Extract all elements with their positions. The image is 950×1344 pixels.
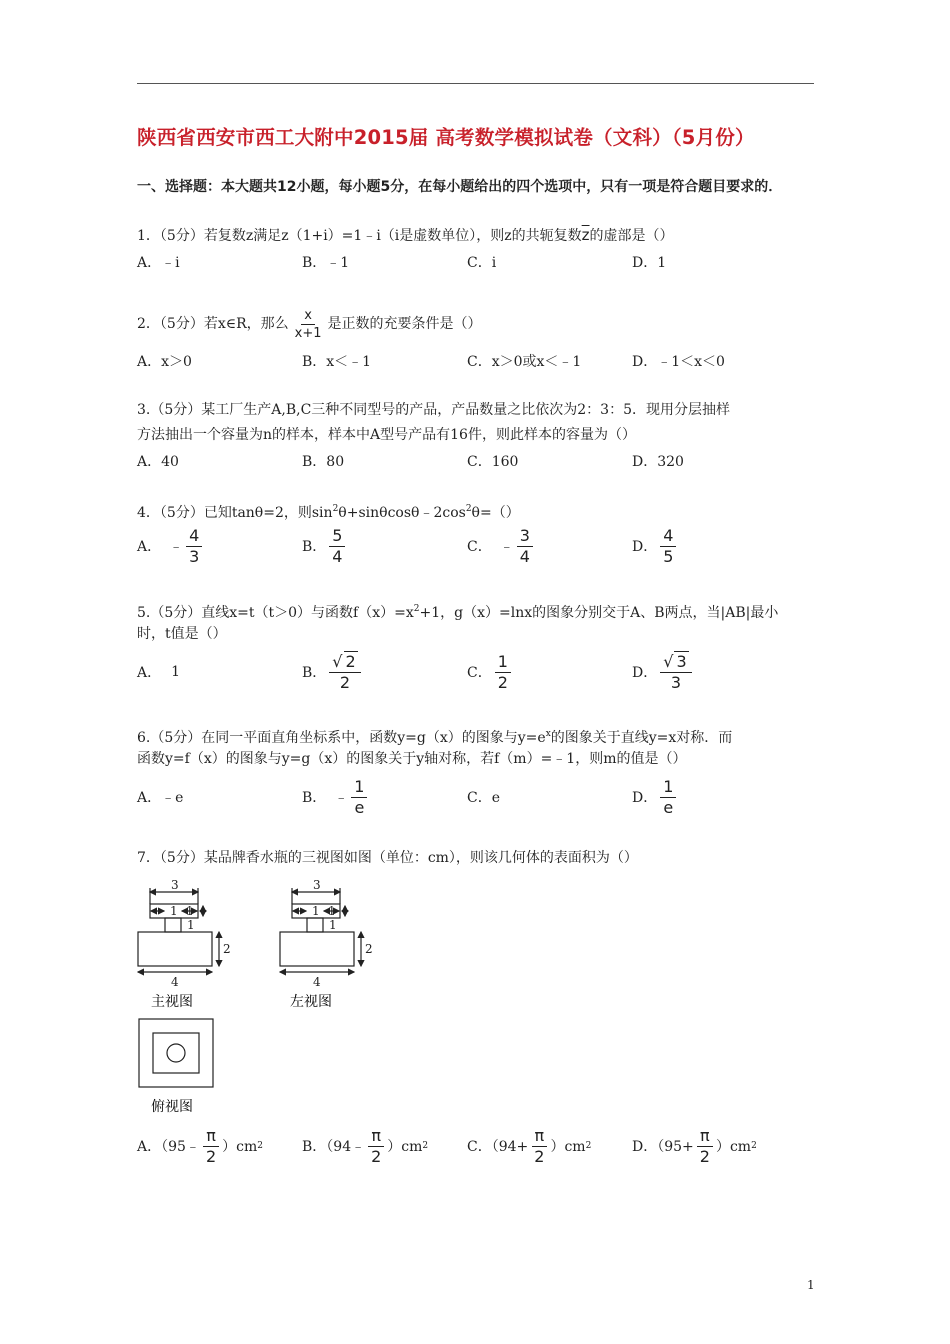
q4-option-b xyxy=(302,522,348,570)
front-view xyxy=(138,888,219,972)
q2-option-a: A．x＞0 xyxy=(137,354,192,370)
q3-options xyxy=(137,446,817,476)
front-dim-1c: 1 xyxy=(187,918,195,932)
q7-d-den: 2 xyxy=(699,1146,710,1166)
q5-stem-text: 5.（5分）直线x=t（t＞0）与函数f（x）=x xyxy=(137,605,414,621)
q4-a-label: A． xyxy=(137,539,162,555)
q6-d-label: D． xyxy=(632,790,658,806)
q4-c-fraction xyxy=(517,527,533,566)
q5-superscript: 2 xyxy=(413,604,420,614)
q6-stem-line1 xyxy=(137,724,732,748)
q6-option-d xyxy=(632,773,679,821)
q5-c-den: 2 xyxy=(497,672,508,692)
top-view xyxy=(139,1019,213,1087)
q6-option-a: A．﹣e xyxy=(137,790,184,806)
q5-b-num: √ 2 xyxy=(329,653,360,673)
q7-a-suffix: ）cm xyxy=(222,1139,258,1155)
q1-stem-text: 1．（5分）若复数z满足z（1+i）=1﹣i（i是虚数单位），则z的共轭复数 xyxy=(137,228,582,244)
q4-stem xyxy=(137,499,520,523)
q5-d-num: √ 3 xyxy=(660,653,691,673)
q6-b-fraction xyxy=(351,778,367,817)
q4-option-d xyxy=(632,522,679,570)
side-dim-1b: 1 xyxy=(328,904,336,918)
q4-a-fraction xyxy=(186,527,202,566)
three-view-figure xyxy=(137,876,437,1116)
q2-stem xyxy=(137,306,481,342)
q7-a-fraction xyxy=(203,1127,219,1166)
side-view-caption: 左视图 xyxy=(290,994,332,1010)
q3-option-a: A．40 xyxy=(137,454,179,470)
q4-stem-end: θ=（） xyxy=(471,505,520,521)
q4-b-num: 5 xyxy=(329,527,345,547)
q4-a-den: 3 xyxy=(189,546,200,566)
q5-b-fraction xyxy=(329,653,360,692)
q7-b-superscript: 2 xyxy=(422,1141,429,1151)
q4-b-fraction xyxy=(329,527,345,566)
q6-b-sign: ﹣ xyxy=(334,790,349,806)
q4-d-fraction xyxy=(660,527,676,566)
q1-stem-end: 的虚部是（） xyxy=(589,228,674,244)
section-heading: 一、选择题：本大题共12小题，每小题5分，在每小题给出的四个选项中，只有一项是符合题目要求的． xyxy=(137,179,783,195)
q5-stem-end: +1，g（x）=lnx的图象分别交于A、B两点，当|AB|最小 xyxy=(419,605,779,621)
q5-c-fraction xyxy=(495,653,511,692)
side-dim-2: 2 xyxy=(365,942,373,956)
q6-options xyxy=(137,773,817,821)
q5-d-fraction xyxy=(660,653,691,692)
q7-d-suffix: ）cm xyxy=(715,1139,752,1155)
q3-option-c: C．160 xyxy=(467,454,519,470)
q3-option-d: D．320 xyxy=(632,454,684,470)
top-view-caption: 俯视图 xyxy=(151,1099,193,1115)
front-dim-4: 4 xyxy=(171,975,179,989)
page-title: 陕西省西安市西工大附中2015届 高考数学模拟试卷（文科）（5月份） xyxy=(137,126,755,149)
q6-b-den: e xyxy=(354,797,365,817)
q7-a-num: π xyxy=(203,1127,219,1147)
front-dim-2: 2 xyxy=(223,942,231,956)
q1-option-d: D．1 xyxy=(632,255,667,271)
q1-stem xyxy=(137,225,674,246)
q5-stem-line2: 时，t值是（） xyxy=(137,626,227,642)
q7-d-superscript: 2 xyxy=(751,1141,757,1151)
q4-options xyxy=(137,522,817,570)
front-dim-1a: 1 xyxy=(170,904,178,918)
q1-option-c: C．i xyxy=(467,255,497,271)
q6-stem-text: 6.（5分）在同一平面直角坐标系中，函数y=g（x）的图象与y=e xyxy=(137,730,546,746)
q4-d-den: 5 xyxy=(663,546,674,566)
q2-stem-text: 2．（5分）若x∈R，那么 xyxy=(137,316,289,332)
q7-option-b xyxy=(302,1122,428,1170)
q6-b-label: B． xyxy=(302,790,327,806)
q4-superscript-1: 2 xyxy=(332,504,339,514)
q7-option-d xyxy=(632,1122,757,1170)
q7-c-den: 2 xyxy=(534,1146,545,1166)
q4-d-num: 4 xyxy=(660,527,676,547)
q5-c-label: C． xyxy=(467,665,492,681)
q7-b-fraction xyxy=(368,1127,384,1166)
side-view xyxy=(280,888,361,972)
q4-superscript-2: 2 xyxy=(465,504,472,514)
q4-a-num: 4 xyxy=(186,527,202,547)
q4-option-c xyxy=(467,522,536,570)
q5-d-radicand: 3 xyxy=(676,651,687,671)
q6-d-fraction xyxy=(660,778,676,817)
q2-frac-num: x xyxy=(301,308,315,325)
q5-a-value: 1 xyxy=(171,664,181,680)
q7-option-c xyxy=(467,1122,591,1170)
q5-b-den: 2 xyxy=(339,672,351,692)
page-number: 1 xyxy=(807,1278,815,1292)
q7-c-superscript: 2 xyxy=(585,1141,592,1151)
q4-c-num: 3 xyxy=(517,527,533,547)
q7-b-prefix: B．（94﹣ xyxy=(302,1139,366,1155)
three-view-drawing xyxy=(137,876,437,1116)
q5-option-a xyxy=(137,648,180,696)
side-dim-1a: 1 xyxy=(312,904,320,918)
q4-option-a xyxy=(137,522,205,570)
q6-d-den: e xyxy=(663,797,674,817)
q7-a-superscript: 2 xyxy=(257,1141,263,1151)
q7-option-a xyxy=(137,1122,263,1170)
q7-options xyxy=(137,1122,817,1170)
q2-option-b: B．x＜﹣1 xyxy=(302,354,372,370)
q4-c-sign: ﹣ xyxy=(499,539,514,555)
side-dim-4: 4 xyxy=(313,975,321,989)
q7-d-num: π xyxy=(697,1127,713,1147)
q1-options xyxy=(137,247,817,277)
q6-stem-end: 的图象关于直线y=x对称．而 xyxy=(550,730,733,746)
q5-d-label: D． xyxy=(632,665,658,681)
q1-option-b: B．﹣1 xyxy=(302,255,350,271)
q6-superscript: x xyxy=(545,729,551,739)
header-rule xyxy=(137,83,814,84)
q7-d-prefix: D．（95+ xyxy=(632,1139,694,1155)
q5-a-label: A． xyxy=(137,665,162,681)
q2-frac-den: x+1 xyxy=(294,325,322,341)
q7-a-den: 2 xyxy=(205,1146,217,1166)
q4-stem-mid: θ+sinθcosθ﹣2cos xyxy=(338,505,466,521)
q7-d-fraction xyxy=(697,1127,713,1166)
q7-b-suffix: ）cm xyxy=(387,1139,423,1155)
q2-stem-end: 是正数的充要条件是（） xyxy=(327,316,482,332)
q4-b-den: 4 xyxy=(332,546,343,566)
q4-stem-text: 4．（5分）已知tanθ=2，则sin xyxy=(137,505,333,521)
q2-fraction xyxy=(292,308,325,341)
front-view-caption: 主视图 xyxy=(151,994,193,1010)
q3-option-b: B．80 xyxy=(302,454,345,470)
q2-options xyxy=(137,346,817,376)
q5-options xyxy=(137,648,817,696)
q5-b-radicand: 2 xyxy=(345,651,356,671)
side-dim-1c: 1 xyxy=(329,918,337,932)
q4-c-label: C． xyxy=(467,539,492,555)
q5-option-c xyxy=(467,648,514,696)
q1-option-a: A．﹣i xyxy=(137,255,180,271)
q7-c-num: π xyxy=(532,1127,548,1147)
front-dim-3: 3 xyxy=(171,878,179,892)
q7-c-prefix: C．（94+ xyxy=(467,1139,529,1155)
q7-a-prefix: A．（95﹣ xyxy=(137,1139,200,1155)
q7-b-num: π xyxy=(368,1127,384,1147)
q7-stem: 7．（5分）某品牌香水瓶的三视图如图（单位：cm），则该几何体的表面积为（） xyxy=(137,850,638,866)
q6-stem-line2: 函数y=f（x）的图象与y=g（x）的图象关于y轴对称，若f（m）=﹣1，则m的值是（） xyxy=(137,751,687,767)
q6-option-b xyxy=(302,773,370,821)
q5-option-b xyxy=(302,648,364,696)
q3-stem-line2: 方法抽出一个容量为n的样本，样本中A型号产品有16件，则此样本的容量为（） xyxy=(137,427,636,443)
q4-d-label: D． xyxy=(632,539,658,555)
q5-c-num: 1 xyxy=(495,653,511,673)
q7-b-den: 2 xyxy=(371,1146,382,1166)
q5-d-den: 3 xyxy=(670,672,682,692)
side-dim-3: 3 xyxy=(313,878,321,892)
q6-b-num: 1 xyxy=(351,778,367,798)
q5-b-label: B． xyxy=(302,665,327,681)
q7-c-suffix: ）cm xyxy=(550,1139,586,1155)
q4-b-label: B． xyxy=(302,539,327,555)
q6-option-c: C．e xyxy=(467,790,500,806)
q5-option-d xyxy=(632,648,695,696)
front-dim-1b: 1 xyxy=(186,904,194,918)
q2-option-d: D．﹣1＜x＜0 xyxy=(632,354,725,370)
q4-a-sign: ﹣ xyxy=(169,539,184,555)
q4-c-den: 4 xyxy=(519,546,530,566)
q6-d-num: 1 xyxy=(660,778,676,798)
q7-c-fraction xyxy=(531,1127,547,1166)
q5-stem-line1 xyxy=(137,599,778,623)
q3-stem-line1: 3.（5分）某工厂生产A,B,C三种不同型号的产品，产品数量之比依次为2：3：5．现用分层抽样 xyxy=(137,402,730,418)
q2-option-c: C．x＞0或x＜﹣1 xyxy=(467,354,582,370)
q1-conjugate-z: $\overline{z}$ xyxy=(581,226,590,244)
